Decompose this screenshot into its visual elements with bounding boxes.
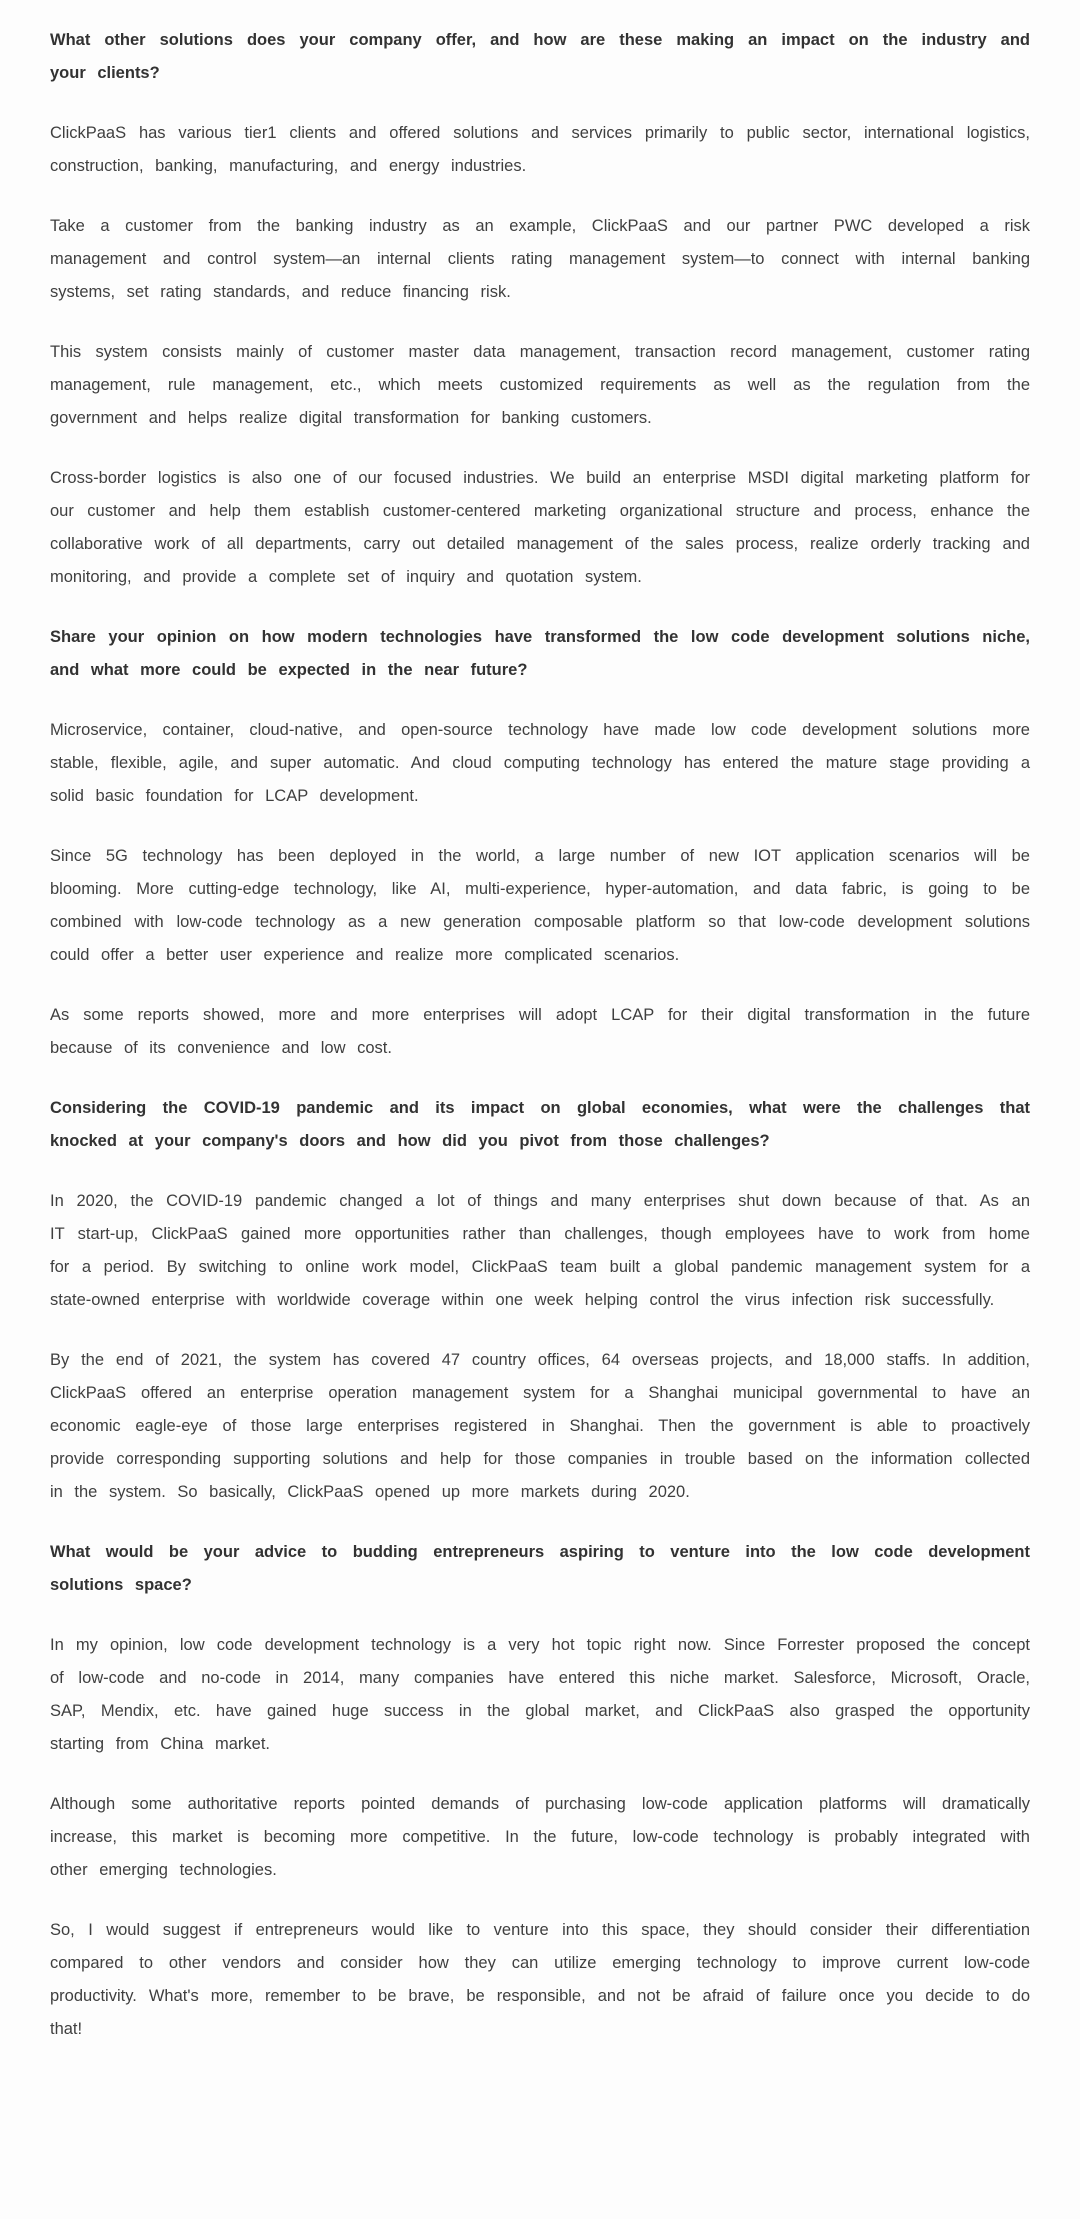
interview-question: Considering the COVID-19 pandemic and its impact on global economies, what were the challenges that knocked at your company's doors and how did you pivot from those challenges?: [50, 1099, 1030, 1150]
article-paragraph: ClickPaaS has various tier1 clients and offered solutions and services primarily to public sector, international logistics, construction, banking, manufacturing, and energy industries.: [50, 124, 1030, 175]
article-paragraph: Microservice, container, cloud-native, and open-source technology have made low code development solutions more stable, flexible, agile, and super automatic. And cloud computing technology has entered the mature stage providing a solid basic foundation for LCAP development.: [50, 721, 1030, 805]
article-paragraph: By the end of 2021, the system has covered 47 country offices, 64 overseas projects, and 18,000 staffs. In addition, ClickPaaS offered an enterprise operation management system for a Shanghai municipal governmental to have an economic eagle-eye of those large enterprises registered in Shanghai. Then the government is able to proactively provide corresponding supporting solutions and help for those companies in trouble based on the information collected in the system. So basically, ClickPaaS opened up more markets during 2020.: [50, 1351, 1030, 1501]
article-paragraph: In my opinion, low code development technology is a very hot topic right now. Since Forrester proposed the concept of low-code and no-code in 2014, many companies have entered this niche market. Salesforce, Microsoft, Oracle, SAP, Mendix, etc. have gained huge success in the global market, and ClickPaaS also grasped the opportunity starting from China market.: [50, 1636, 1030, 1753]
article-paragraph: So, I would suggest if entrepreneurs would like to venture into this space, they should consider their differentiation compared to other vendors and consider how they can utilize emerging technology to improve current low-code productivity. What's more, remember to be brave, be responsible, and not be afraid of failure once you decide to do that!: [50, 1921, 1030, 2038]
article-paragraph: Take a customer from the banking industry as an example, ClickPaaS and our partner PWC developed a risk management and control system—an internal clients rating management system—to connect with internal banking systems, set rating standards, and reduce financing risk.: [50, 217, 1030, 301]
interview-question: What other solutions does your company offer, and how are these making an impact on the industry and your clients?: [50, 31, 1030, 82]
interview-question: Share your opinion on how modern technologies have transformed the low code development solutions niche, and what more could be expected in the near future?: [50, 628, 1030, 679]
article-paragraph: Cross-border logistics is also one of our focused industries. We build an enterprise MSDI digital marketing platform for our customer and help them establish customer-centered marketing organizational structure and process, enhance the collaborative work of all departments, carry out detailed management of the sales process, realize orderly tracking and monitoring, and provide a complete set of inquiry and quotation system.: [50, 469, 1030, 586]
article-paragraph: In 2020, the COVID-19 pandemic changed a lot of things and many enterprises shut down because of that. As an IT start-up, ClickPaaS gained more opportunities rather than challenges, though employees have to work from home for a period. By switching to online work model, ClickPaaS team built a global pandemic management system for a state-owned enterprise with worldwide coverage within one week helping control the virus infection risk successfully.: [50, 1192, 1030, 1309]
interview-question: What would be your advice to budding entrepreneurs aspiring to venture into the low code development solutions space?: [50, 1543, 1030, 1594]
article-paragraph: As some reports showed, more and more enterprises will adopt LCAP for their digital transformation in the future because of its convenience and low cost.: [50, 1006, 1030, 1057]
article-paragraph: Since 5G technology has been deployed in the world, a large number of new IOT application scenarios will be blooming. More cutting-edge technology, like AI, multi-experience, hyper-automation, and data fabric, is going to be combined with low-code technology as a new generation composable platform so that low-code development solutions could offer a better user experience and realize more complicated scenarios.: [50, 847, 1030, 964]
article-paragraph: This system consists mainly of customer master data management, transaction record management, customer rating management, rule management, etc., which meets customized requirements as well as the regulation from the government and helps realize digital transformation for banking customers.: [50, 343, 1030, 427]
article-paragraph: Although some authoritative reports pointed demands of purchasing low-code application platforms will dramatically increase, this market is becoming more competitive. In the future, low-code technology is probably integrated with other emerging technologies.: [50, 1795, 1030, 1879]
